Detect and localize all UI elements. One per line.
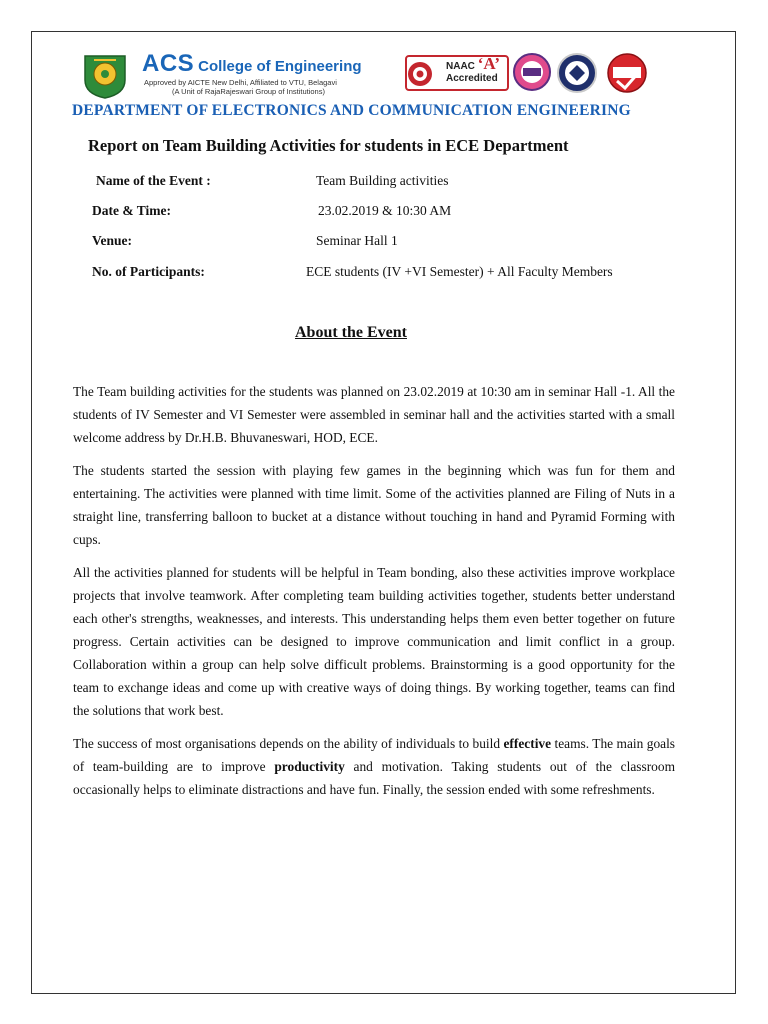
approval-line: Approved by AICTE New Delhi, Affiliated to VTU, Belagavi (144, 78, 337, 87)
naac-label: NAAC (446, 61, 475, 72)
paragraph-games: The students started the session with playing few games in the beginning which was fun for them and entertaining. The activities were planned with time limit. Some of the activities planned are Filing of Nuts in a straight line, transferring balloon to bucket at a distance without touching in hand and Pyramid Forming with cups. (73, 463, 675, 547)
paragraph-benefits: All the activities planned for students will be helpful in Team bonding, also these activities improve workplace projects that involve teamwork. After completing team building activities together, students better understand each other's strengths, weaknesses, and interests. This understanding helps them even better together on future progress. Certain activities can be designed to improve communication and limit conflict in a group. Collaboration within a group can help solve difficult problems. Brainstorming is a good opportunity for the team to exchange ideas and come up with creative ways of doing things. By working together, teams can find the solutions that work best. (73, 565, 675, 718)
college-name: College of Engineering (198, 58, 362, 75)
venue-value: Seminar Hall 1 (316, 233, 398, 248)
emphasis-effective: effective (503, 736, 552, 751)
date-time-value: 23.02.2019 & 10:30 AM (318, 203, 452, 218)
naac-grade: ‘A’ (477, 54, 501, 73)
naac-text (446, 54, 501, 85)
conclusion-part-2: teams. The main goals of team-building are to improve (73, 736, 676, 774)
paragraph-conclusion (73, 732, 675, 801)
emphasis-productivity: productivity (274, 759, 345, 774)
naac-status: Accredited (446, 73, 498, 84)
about-heading: About the Event (294, 324, 407, 341)
conclusion-part-1: The success of most organisations depends on the ability of individuals to build (73, 736, 504, 751)
conclusion-part-3: and motivation. Taking students out of the classroom occasionally helps to eliminate distractions and have fun. Finally, the session ended with some refreshments. (73, 759, 675, 797)
nba-seal-icon (512, 52, 552, 92)
participants-label: No. of Participants: (92, 264, 205, 279)
accreditation-seal-icon (556, 52, 598, 94)
date-time-label: Date & Time: (92, 203, 171, 218)
venue-label: Venue: (92, 233, 133, 248)
report-title: Report on Team Building Activities for students in ECE Department (88, 136, 569, 155)
group-line: (A Unit of RajaRajeswari Group of Institutions) (172, 87, 325, 96)
college-emblem-icon (80, 50, 130, 100)
participants-value: ECE students (IV +VI Semester) + All Faculty Members (306, 264, 613, 279)
event-name-value: Team Building activities (316, 173, 449, 188)
department-heading: DEPARTMENT OF ELECTRONICS AND COMMUNICATION ENGINEERING (72, 102, 631, 119)
event-name-label: Name of the Event : (96, 173, 211, 188)
naac-emblem-icon (406, 60, 434, 88)
brand-block (142, 50, 392, 96)
iso-seal-icon (603, 52, 651, 94)
brand-name: ACS (142, 50, 195, 77)
paragraph-intro: The Team building activities for the students was planned on 23.02.2019 at 10:30 am in seminar Hall -1. All the students of IV Semester and VI Semester were assembled in seminar hall and the activities started with a small welcome address by Dr.H.B. Bhuvaneswari, HOD, ECE. (73, 384, 675, 445)
